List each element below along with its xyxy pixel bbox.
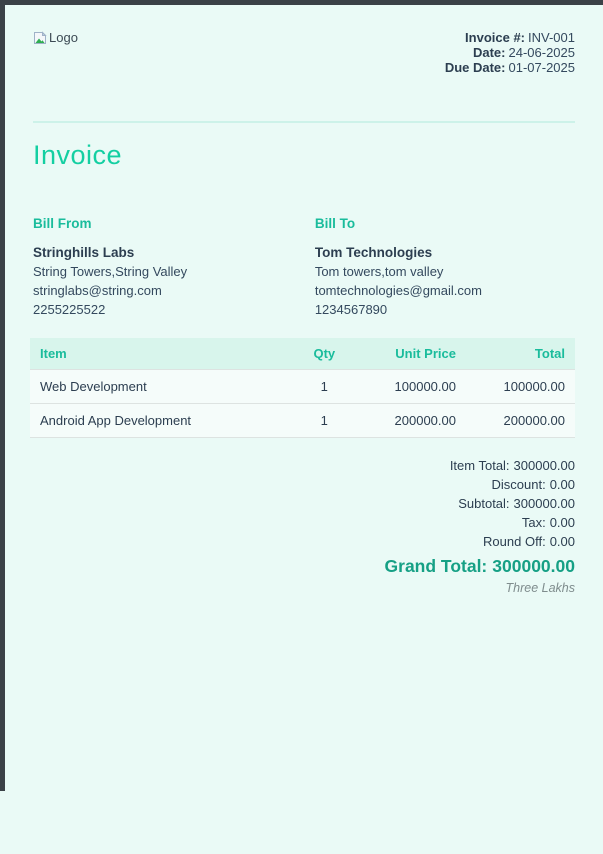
tax-value: 0.00 [549, 515, 575, 530]
grand-total-label: Grand Total: [384, 556, 488, 576]
bill-from-label: Bill From [33, 216, 92, 231]
logo-alt-text: Logo [49, 30, 78, 45]
invoice-number-line [445, 30, 575, 45]
item-total-label: Item Total: [449, 458, 510, 473]
header-divider [33, 121, 575, 123]
item-total-line [33, 456, 575, 475]
cell-qty: 1 [292, 370, 357, 404]
invoice-due-date-label: Due Date: [444, 60, 506, 75]
bill-to-phone: 1234567890 [314, 302, 388, 317]
round-off-label: Round Off: [483, 534, 546, 549]
discount-label: Discount: [491, 477, 546, 492]
table-row [30, 404, 575, 438]
bill-to-name: Tom Technologies [314, 245, 433, 260]
broken-image-icon [33, 31, 47, 45]
tax-line [33, 513, 575, 532]
round-off-line [33, 532, 575, 551]
header-total: Total [466, 338, 575, 370]
items-table [30, 338, 575, 438]
invoice-date-value: 24-06-2025 [508, 45, 575, 60]
invoice-number-value: INV-001 [528, 30, 575, 45]
invoice-meta [445, 30, 575, 75]
amount-in-words: Three Lakhs [505, 581, 575, 595]
page-title: Invoice [33, 140, 123, 170]
cell-qty: 1 [292, 404, 357, 438]
grand-total-line [33, 554, 575, 578]
grand-total-value: 300000.00 [492, 556, 575, 576]
items-table-body [30, 370, 575, 438]
subtotal-value: 300000.00 [513, 496, 575, 511]
bill-to-section [315, 216, 575, 319]
subtotal-label: Subtotal: [458, 496, 510, 511]
cell-unit-price: 200000.00 [357, 404, 466, 438]
items-table-head [30, 338, 575, 370]
bill-to-email: tomtechnologies@gmail.com [314, 283, 482, 298]
bill-from-name: Stringhills Labs [33, 245, 135, 260]
bill-from-email: stringlabs@string.com [33, 283, 162, 298]
totals-section [33, 456, 575, 597]
table-row [30, 370, 575, 404]
item-total-value: 300000.00 [513, 458, 575, 473]
bill-to-address: Tom towers,tom valley [314, 264, 444, 279]
discount-line [33, 475, 575, 494]
invoice-date-line [445, 45, 575, 60]
invoice-due-date-value: 01-07-2025 [508, 60, 575, 75]
cell-total: 100000.00 [466, 370, 575, 404]
bill-from-section [33, 216, 315, 319]
header-unit-price: Unit Price [357, 338, 466, 370]
subtotal-line [33, 494, 575, 513]
cell-unit-price: 100000.00 [357, 370, 466, 404]
bill-from-phone: 2255225522 [33, 302, 106, 317]
invoice-date-label: Date: [472, 45, 506, 60]
page-header [33, 30, 575, 75]
tax-label: Tax: [521, 515, 546, 530]
items-table-header-row [30, 338, 575, 370]
invoice-due-date-line [445, 60, 575, 75]
company-logo [33, 30, 78, 45]
bill-from-address: String Towers,String Valley [33, 264, 188, 279]
round-off-value: 0.00 [549, 534, 575, 549]
discount-value: 0.00 [549, 477, 575, 492]
cell-total: 200000.00 [466, 404, 575, 438]
cell-item: Android App Development [30, 404, 292, 438]
cell-item: Web Development [30, 370, 292, 404]
header-item: Item [30, 338, 292, 370]
invoice-number-label: Invoice #: [465, 30, 526, 45]
bill-to-label: Bill To [314, 216, 356, 231]
header-qty: Qty [292, 338, 357, 370]
billing-parties [33, 216, 575, 319]
